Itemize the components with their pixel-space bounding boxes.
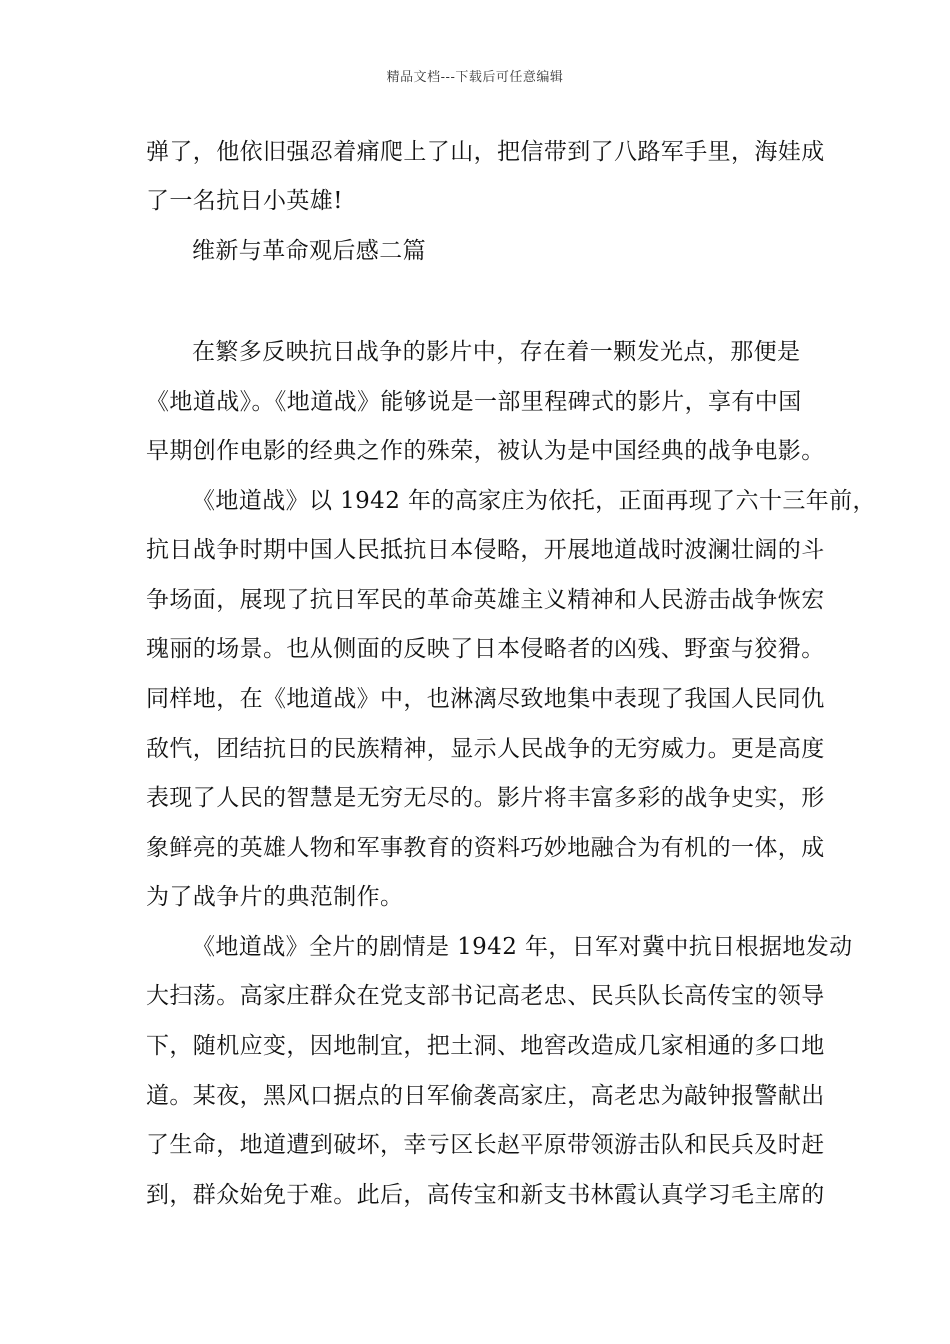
body-line: 为了战争片的典范制作。 <box>146 884 404 910</box>
body-line: 了生命，地道遭到破坏，幸亏区长赵平原带领游击队和民兵及时赶 <box>146 1132 825 1158</box>
body-line: 象鲜亮的英雄人物和军事教育的资料巧妙地融合为有机的一体，成 <box>146 835 825 861</box>
body-line: 《地道战》以 1942 年的高家庄为依托，正面再现了六十三年前， <box>192 488 876 514</box>
body-line: 到，群众始免于难。此后，高传宝和新支书林霞认真学习毛主席的 <box>146 1182 825 1208</box>
body-line: 瑰丽的场景。也从侧面的反映了日本侵略者的凶残、野蛮与狡猾。 <box>146 636 825 662</box>
body-line: 下，随机应变，因地制宜，把土洞、地窖改造成几家相通的多口地 <box>146 1033 825 1059</box>
body-line: 大扫荡。高家庄群众在党支部书记高老忠、民兵队长高传宝的领导 <box>146 983 825 1009</box>
body-line: 道。某夜，黑风口据点的日军偷袭高家庄，高老忠为敲钟报警献出 <box>146 1083 825 1109</box>
body-line: 《地道战》全片的剧情是 1942 年，日军对冀中抗日根据地发动 <box>192 934 853 960</box>
section-title: 维新与革命观后感二篇 <box>192 238 426 264</box>
body-line: 早期创作电影的经典之作的殊荣，被认为是中国经典的战争电影。 <box>146 438 825 464</box>
body-line: 在繁多反映抗日战争的影片中，存在着一颗发光点，那便是 <box>192 339 801 365</box>
body-line: 抗日战争时期中国人民抵抗日本侵略，开展地道战时波澜壮阔的斗 <box>146 537 825 563</box>
body-line: 敌忾，团结抗日的民族精神，显示人民战争的无穷威力。更是高度 <box>146 736 825 762</box>
body-line: 同样地，在《地道战》中，也淋漓尽致地集中表现了我国人民同仇 <box>146 686 825 712</box>
page-header: 精品文档---下载后可任意编辑 <box>386 70 564 85</box>
body-line: 表现了人民的智慧是无穷无尽的。影片将丰富多彩的战争史实，形 <box>146 785 825 811</box>
body-line: 弹了，他依旧强忍着痛爬上了山，把信带到了八路军手里，海娃成 <box>146 139 825 165</box>
body-line: 争场面，展现了抗日军民的革命英雄主义精神和人民游击战争恢宏 <box>146 587 825 613</box>
body-line: 《地道战》。《地道战》能够说是一部里程碑式的影片，享有中国 <box>146 389 802 415</box>
body-line: 了一名抗日小英雄! <box>146 188 343 214</box>
